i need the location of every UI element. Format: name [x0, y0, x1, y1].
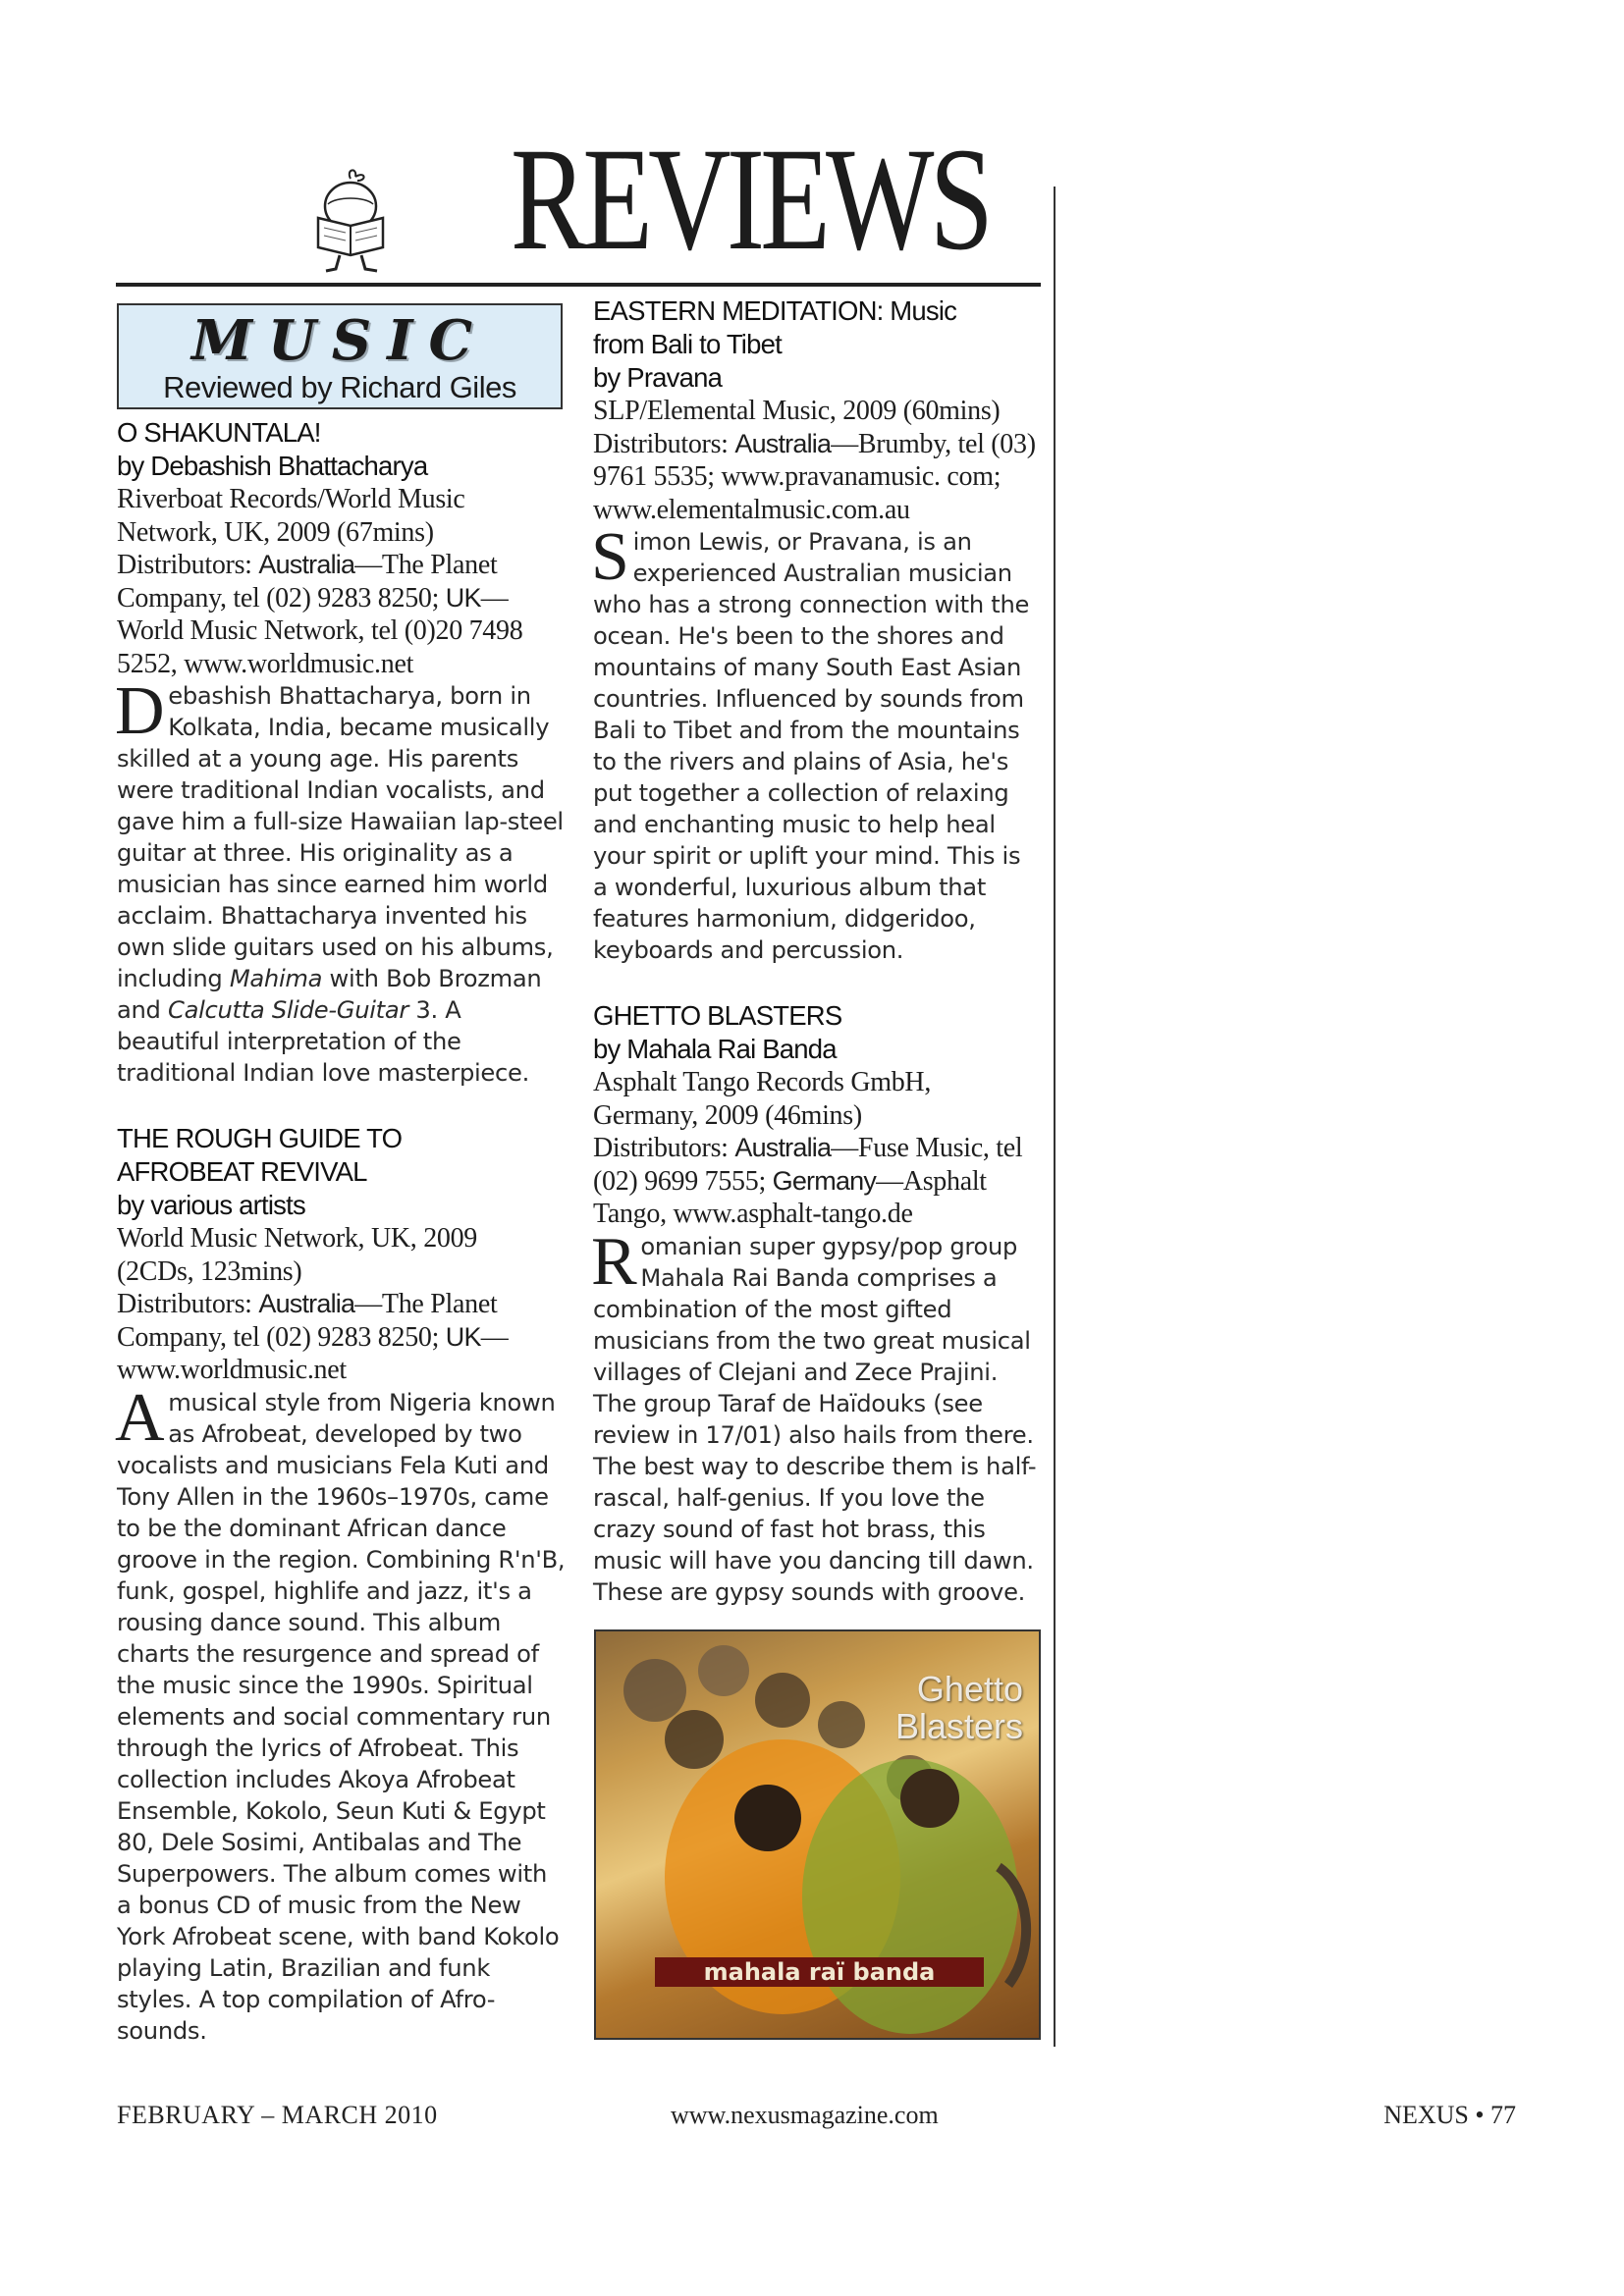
- body-text: imon Lewis, or Pravana, is an experienced Australian musician who has a strong connection with the ocean. He's been to the shores and mountains of many South East Asian countries. Influenced by sounds from Bali to Tibet and from the mountains to the rivers and plains of Asia, he's put together a collection of relaxing and enchanting music to help heal your spirit or uplift your mind. This is a wonderful, luxurious album that features harmonium, didgeridoo, keyboards and percussion.: [593, 528, 1030, 964]
- review-o-shakuntala: [117, 416, 567, 1089]
- review-distributors: [117, 1288, 567, 1387]
- review-eastern-meditation: [593, 294, 1041, 966]
- review-title: THE ROUGH GUIDE TO: [117, 1123, 403, 1153]
- review-distributors: [593, 1132, 1041, 1231]
- distributor-region: Australia: [258, 1289, 355, 1318]
- review-release: Network, UK, 2009 (67mins): [117, 516, 434, 548]
- album-cover-title-line: Blasters: [894, 1706, 1023, 1746]
- review-byline: by Debashish Bhattacharya: [117, 451, 428, 481]
- body-text: 3. A beautiful interpretation of the traditional Indian love masterpiece.: [117, 996, 529, 1087]
- section-header: [117, 303, 563, 409]
- review-title: O SHAKUNTALA!: [117, 417, 321, 448]
- distributor-region: Germany: [772, 1165, 877, 1196]
- page-title: REVIEWS: [511, 118, 990, 281]
- review-distributors: [117, 549, 567, 680]
- review-release: (2CDs, 123mins): [117, 1255, 302, 1287]
- distributor-details: —Fuse Music, tel (02) 9699 7555;: [593, 1133, 1023, 1197]
- review-ghetto-blasters: [593, 999, 1041, 1608]
- review-title: AFROBEAT REVIVAL: [117, 1156, 367, 1187]
- review-label: Riverboat Records/World Music: [117, 484, 465, 514]
- album-cover-band-name: mahala raï banda: [655, 1957, 984, 1987]
- drop-cap: S: [591, 519, 629, 595]
- distributor-region: UK: [445, 582, 481, 613]
- album-title: Calcutta Slide-Guitar: [168, 996, 409, 1024]
- section-title: MUSIC: [190, 308, 489, 373]
- distributor-details: —The Planet Company, tel (02) 9283 8250;: [117, 1289, 498, 1353]
- distributors-prefix: Distributors:: [117, 550, 259, 580]
- review-label: Asphalt Tango Records GmbH,: [593, 1067, 932, 1097]
- right-column: [593, 294, 1041, 1608]
- distributors-prefix: Distributors:: [117, 1289, 259, 1319]
- section-subtitle: Reviewed by Richard Giles: [163, 370, 516, 404]
- body-text: musical style from Nigeria known as Afrobeat, developed by two vocalists and musicians Fela Kuti and Tony Allen in the 1960s–1970s, came to be the dominant African dance groove in the region. Combining R'n'B, funk, gospel, highlife and jazz, it's a rousing dance sound. This album charts the resurgence and spread of the music since the 1990s. Spiritual elements and social commentary run through the lyrics of Afrobeat. This collection includes Akoya Afrobeat Ensemble, Kokolo, Seun Kuti & Egypt 80, Dele Sosimi, Antibalas and The Superpowers. The album comes with a bonus CD of music from the New York Afrobeat scene, with band Kokolo playing Latin, Brazilian and funk styles. A top compilation of Afro-sounds.: [117, 1388, 566, 2045]
- album-title: Mahima: [229, 965, 323, 992]
- album-cover-title-line: Ghetto: [916, 1669, 1023, 1709]
- review-label: SLP/Elemental Music, 2009 (60mins): [593, 396, 1001, 426]
- distributor-details: —The Planet Company, tel (02) 9283 8250;: [117, 550, 498, 614]
- body-text: omanian super gypsy/pop group Mahala Rai Banda comprises a combination of the most gifted musicians from the two great musical villages of Clejani and Zece Prajini. The group Taraf de Haïdouks (see review in 17/01) also hails from there. The best way to describe them is half-rascal, half-genius. If you love the crazy sound of fast hot brass, this music will have you dancing till dawn. These are gypsy sounds with groove.: [593, 1232, 1037, 1606]
- distributor-details: —World Music Network, tel (0)20 7498 5252, www.worldmusic.net: [117, 582, 523, 679]
- review-body: [591, 1223, 1041, 1608]
- reading-book-mascot-icon: [306, 167, 395, 275]
- album-cover-title: [895, 1671, 1023, 1745]
- review-body: [591, 519, 1041, 966]
- distributors-prefix: Distributors:: [593, 1133, 735, 1163]
- header-rule: [116, 283, 1041, 287]
- distributors-prefix: Distributors:: [593, 428, 735, 459]
- footer-page-number: NEXUS • 77: [1383, 2101, 1516, 2129]
- review-byline: by various artists: [117, 1190, 305, 1220]
- review-body: [115, 673, 567, 1089]
- distributor-details: —Brumby, tel (03) 9761 5535; www.pravanamusic. com; www.elementalmusic.com.au: [593, 428, 1036, 525]
- distributor-details: —Asphalt Tango, www.asphalt-tango.de: [593, 1165, 987, 1229]
- review-body: [115, 1379, 567, 2047]
- album-cover-image: [594, 1629, 1041, 2040]
- footer-date: FEBRUARY – MARCH 2010: [117, 2101, 438, 2129]
- review-release: Germany, 2009 (46mins): [593, 1099, 862, 1131]
- body-text: ebashish Bhattacharya, born in Kolkata, India, became musically skilled at a young age. His parents were traditional Indian vocalists, and gave him a full-size Hawaiian lap-steel guitar at three. His originality as a musician has since earned him world acclaim. Bhattacharya invented his own slide guitars used on his albums, including: [117, 682, 564, 992]
- drop-cap: R: [591, 1223, 637, 1300]
- column-rule: [1054, 187, 1056, 2047]
- review-byline: by Pravana: [593, 362, 723, 393]
- distributor-region: Australia: [258, 550, 355, 579]
- review-distributors: [593, 428, 1041, 527]
- drop-cap: D: [115, 673, 165, 749]
- review-title: from Bali to Tibet: [593, 329, 782, 359]
- review-title: EASTERN MEDITATION: Music: [593, 295, 957, 326]
- body-text: with Bob Brozman and: [117, 965, 542, 1024]
- distributor-details: — www.worldmusic.net: [117, 1321, 509, 1385]
- distributor-region: Australia: [734, 1133, 832, 1162]
- distributor-region: UK: [445, 1321, 481, 1352]
- review-title: GHETTO BLASTERS: [593, 1000, 842, 1031]
- drop-cap: A: [115, 1379, 165, 1456]
- review-byline: by Mahala Rai Banda: [593, 1034, 837, 1064]
- review-label: World Music Network, UK, 2009: [117, 1223, 478, 1254]
- distributor-region: Australia: [734, 428, 832, 458]
- footer-url: www.nexusmagazine.com: [671, 2101, 939, 2129]
- review-rough-guide-afrobeat: [117, 1122, 567, 2047]
- left-column: [117, 416, 567, 2047]
